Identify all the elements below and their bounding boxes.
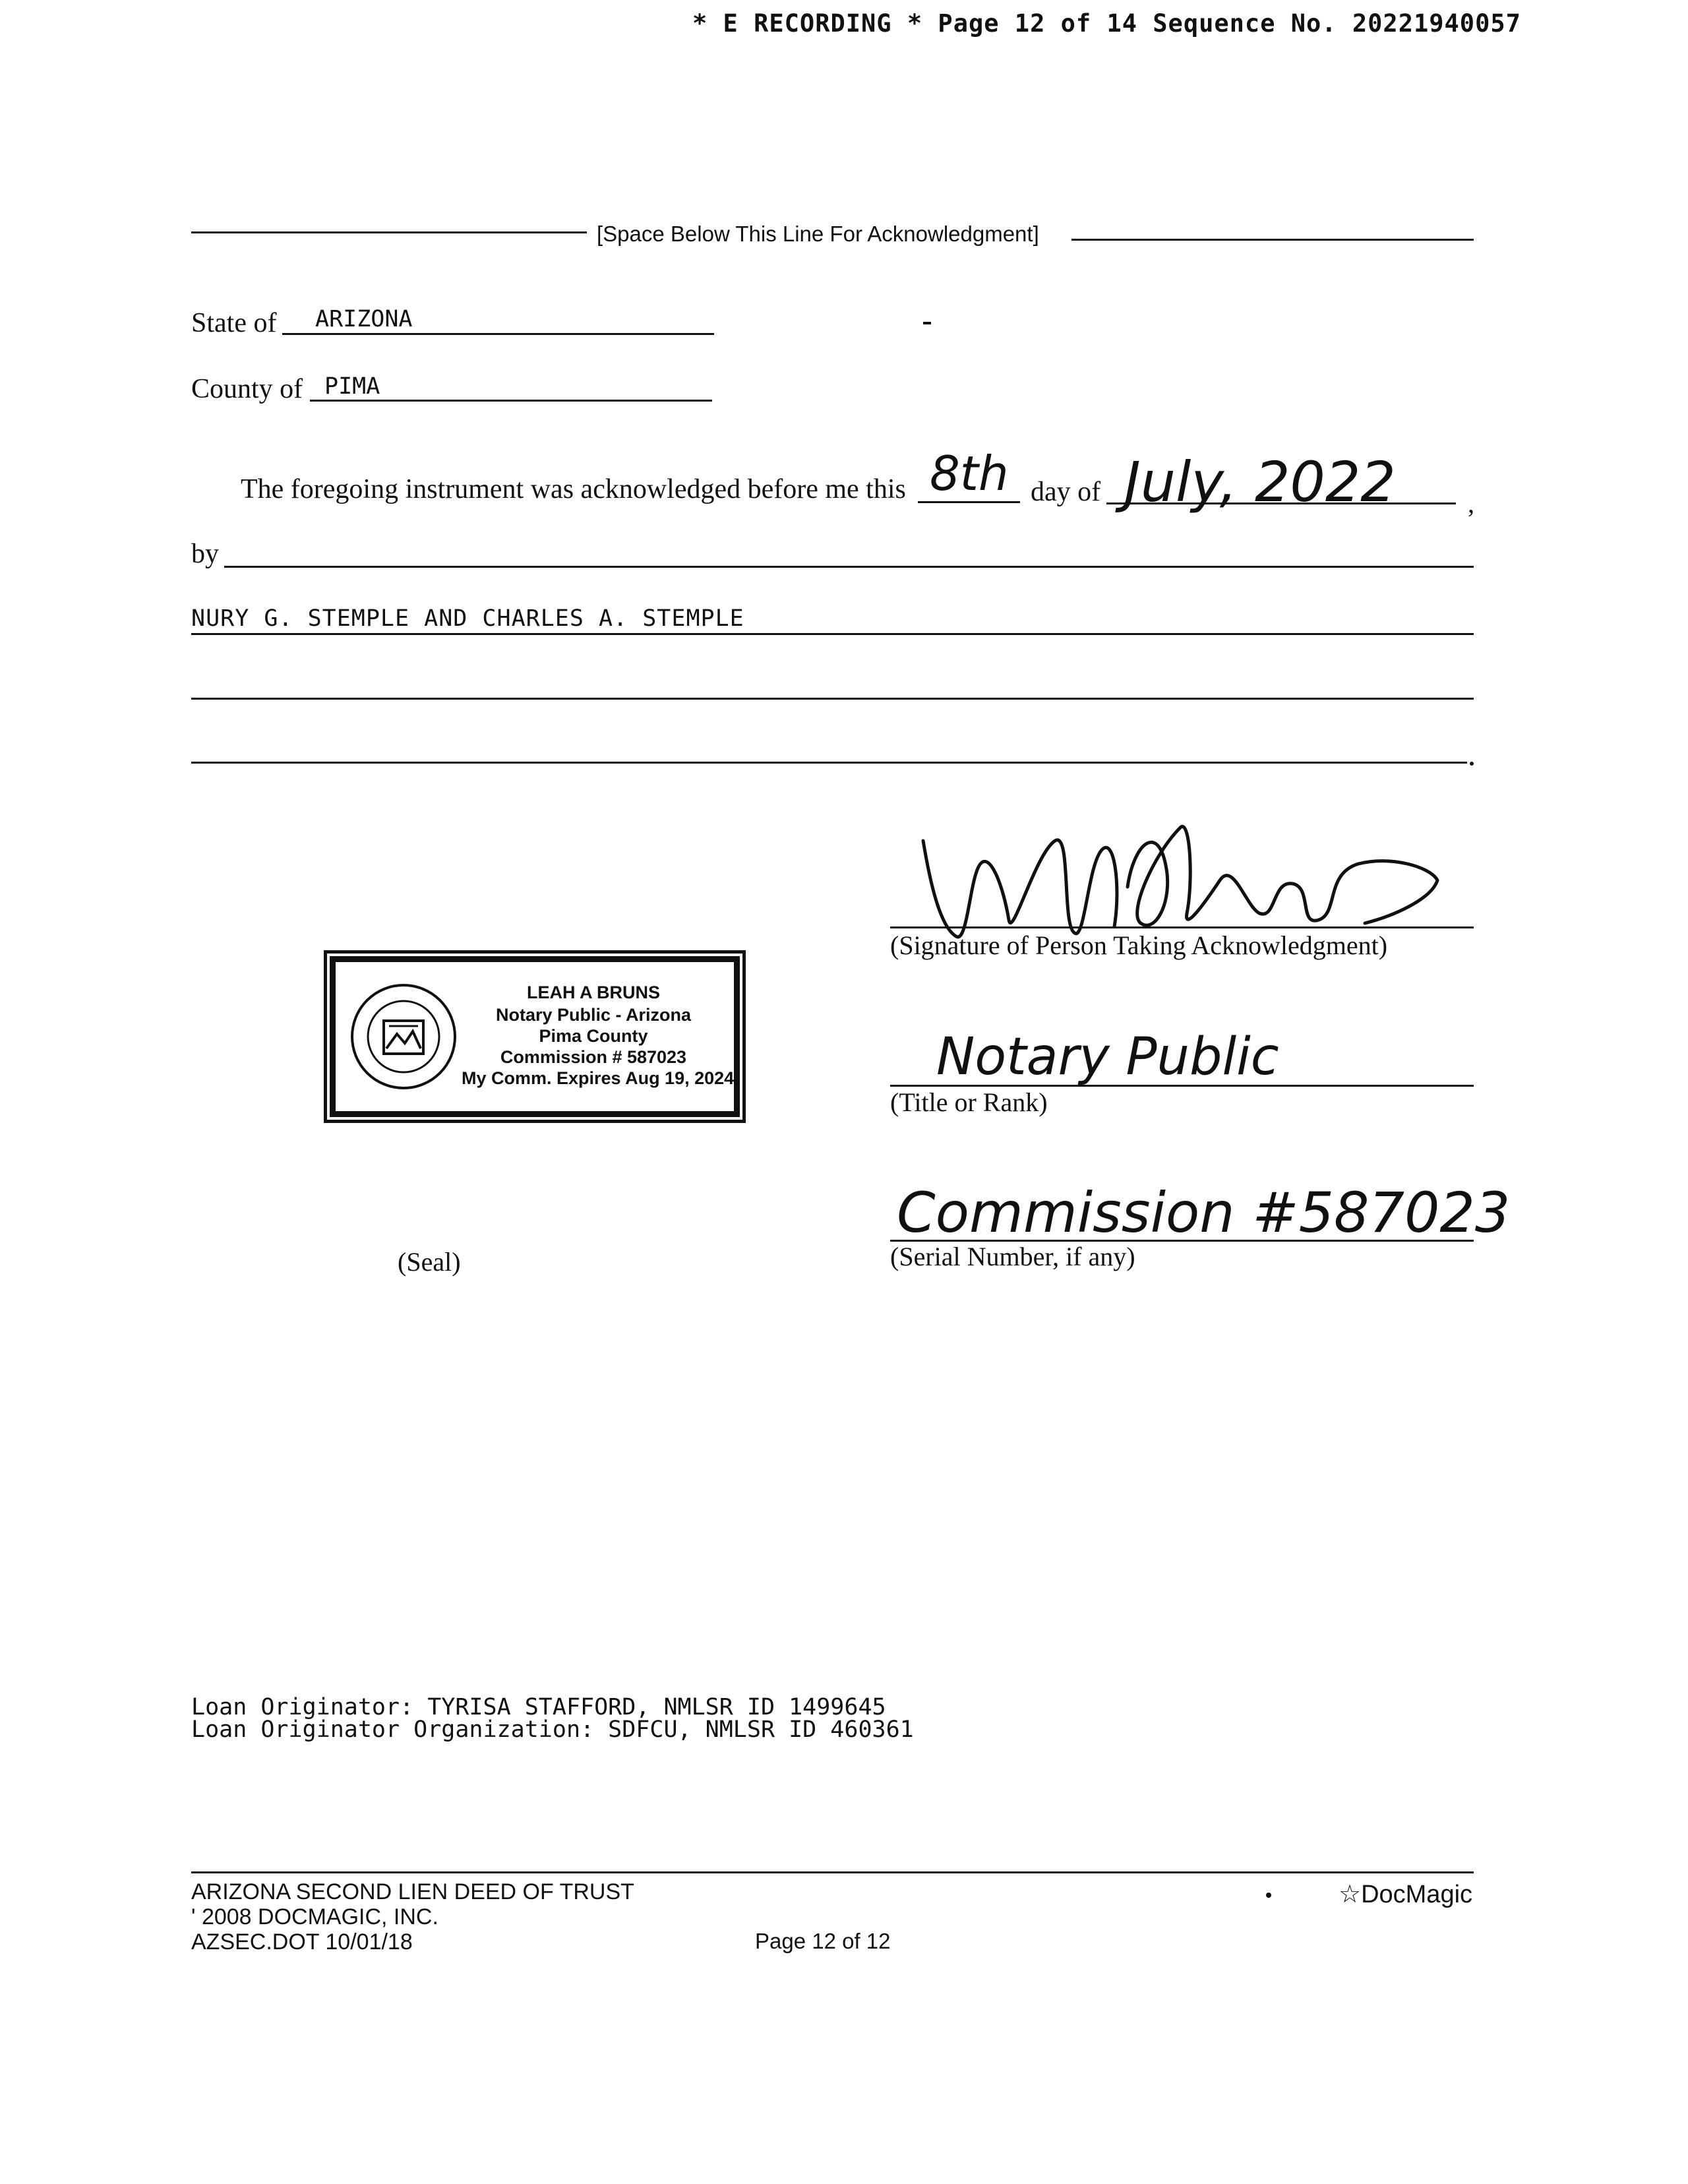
names-line: NURY G. STEMPLE AND CHARLES A. STEMPLE: [191, 605, 744, 632]
seal-label: (Seal): [398, 1247, 461, 1277]
footer-page-number: Page 12 of 12: [755, 1929, 891, 1953]
blank-line-1: [191, 698, 1474, 700]
footer-brand: [1339, 1879, 1472, 1909]
period-mark: [1470, 762, 1474, 766]
day-underline: [918, 501, 1020, 503]
stamp-commission: Commission # 587023: [500, 1047, 687, 1067]
stray-mark: [923, 322, 931, 324]
county-label: County of: [191, 374, 303, 404]
stamp-title: Notary Public - Arizona: [495, 1005, 692, 1025]
blank-line-2: [191, 762, 1467, 764]
footer-bullet: [1266, 1893, 1271, 1898]
loan-originator-line: Loan Originator: TYRISA STAFFORD, NMLSR ID 1499645: [191, 1694, 886, 1720]
footer-form-info: [191, 1879, 634, 1955]
divider-left: [191, 231, 587, 233]
comma-mark: ,: [1468, 489, 1474, 518]
brand-name: DocMagic: [1361, 1881, 1473, 1908]
title-caption: (Title or Rank): [890, 1087, 1048, 1117]
signature-caption: (Signature of Person Taking Acknowledgment): [890, 930, 1388, 960]
recording-header: * E RECORDING * Page 12 of 14 Sequence No. 20221940057: [692, 9, 1521, 38]
by-label: by: [191, 539, 219, 569]
footer-form-code: AZSEC.DOT 10/01/18: [191, 1929, 413, 1955]
star-icon: ☆: [1339, 1881, 1362, 1908]
state-label: State of: [191, 308, 277, 338]
great-seal-icon: [349, 983, 458, 1091]
signature-underline: [890, 926, 1474, 928]
divider-right: [1071, 239, 1474, 241]
serial-caption: (Serial Number, if any): [890, 1242, 1135, 1271]
month-year-handwritten: July, 2022: [1124, 450, 1396, 514]
notary-stamp: [330, 956, 740, 1117]
foregoing-text: The foregoing instrument was acknowledged before me this: [241, 474, 906, 504]
state-value: ARIZONA: [315, 306, 413, 332]
loan-organization-line: Loan Originator Organization: SDFCU, NMLSR ID 460361: [191, 1716, 914, 1743]
state-underline: [282, 333, 714, 335]
serial-handwritten: Commission #587023: [897, 1180, 1511, 1245]
footer-form-title: ARIZONA SECOND LIEN DEED OF TRUST: [191, 1879, 634, 1904]
loan-originator-block: [191, 1696, 914, 1741]
stamp-name: LEAH A BRUNS: [527, 983, 660, 1002]
stamp-expires: My Comm. Expires Aug 19, 2024: [462, 1068, 735, 1088]
footer-rule: [191, 1871, 1474, 1873]
acknowledgment-divider-text: [Space Below This Line For Acknowledgment]: [597, 222, 1039, 246]
county-underline: [310, 400, 712, 402]
day-handwritten: 8th: [930, 446, 1009, 501]
footer-copyright: ' 2008 DOCMAGIC, INC.: [191, 1904, 438, 1929]
names-underline: [191, 633, 1474, 635]
stamp-county: Pima County: [539, 1026, 648, 1046]
day-of-label: day of: [1031, 477, 1101, 507]
by-underline: [224, 566, 1474, 568]
title-handwritten: Notary Public: [936, 1027, 1279, 1087]
county-value: PIMA: [324, 373, 380, 400]
